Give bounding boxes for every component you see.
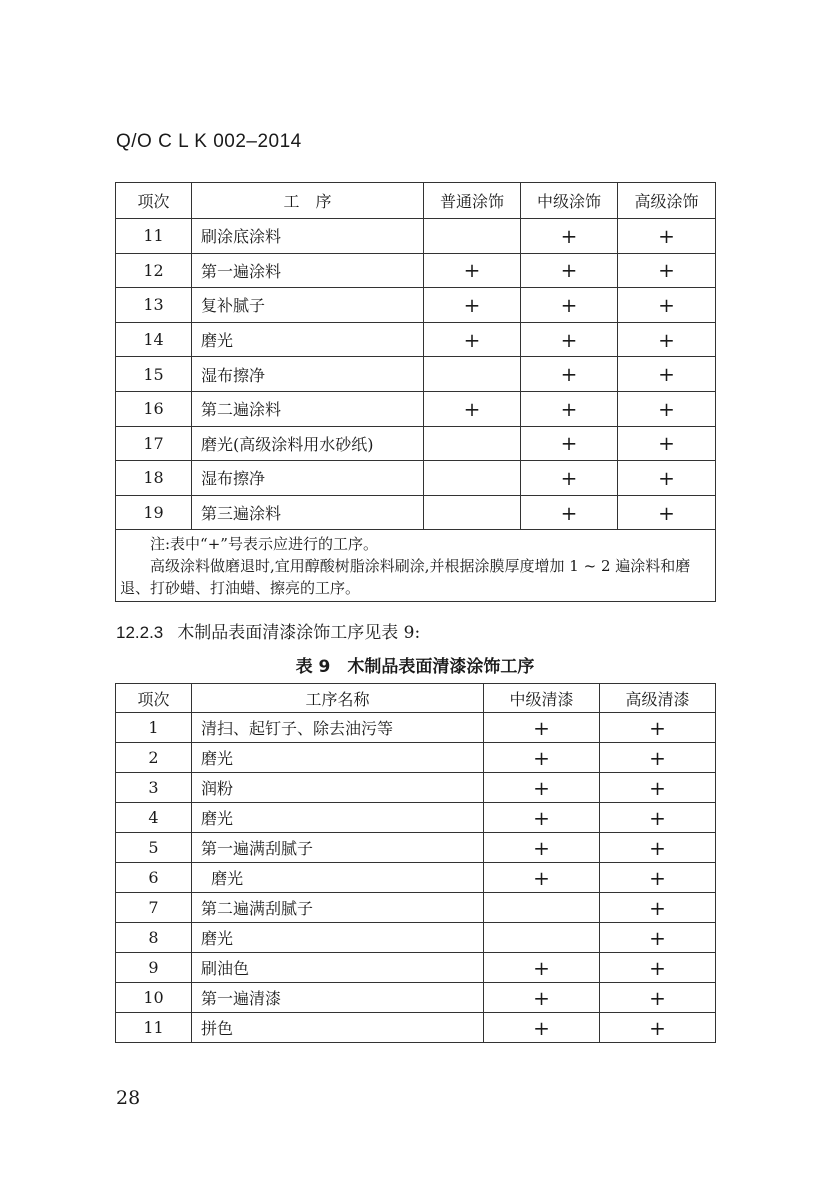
cell-mark: + — [618, 253, 716, 288]
table-row — [116, 253, 716, 288]
table-header-row — [116, 183, 716, 219]
cell-item-no: 11 — [116, 1013, 192, 1043]
header-item-no: 项次 — [116, 183, 192, 219]
cell-mark: + — [618, 495, 716, 530]
cell-mark: + — [618, 391, 716, 426]
table-row — [116, 923, 716, 953]
cell-mark: + — [600, 953, 716, 983]
table-note — [116, 530, 716, 602]
header-intermediate: 中级涂饰 — [521, 183, 618, 219]
table-row — [116, 863, 716, 893]
cell-item-no: 4 — [116, 803, 192, 833]
cell-process: 第一遍清漆 — [192, 983, 484, 1013]
cell-mark — [484, 893, 600, 923]
cell-mark: + — [618, 461, 716, 496]
table-note-row — [116, 530, 716, 602]
cell-mark: + — [424, 391, 521, 426]
cell-mark: + — [521, 461, 618, 496]
cell-process: 复补腻子 — [192, 288, 424, 323]
header-process: 工 序 — [192, 183, 424, 219]
cell-mark: + — [484, 773, 600, 803]
table-row — [116, 288, 716, 323]
cell-process: 第二遍涂料 — [192, 391, 424, 426]
cell-mark: + — [600, 1013, 716, 1043]
cell-mark: + — [424, 322, 521, 357]
cell-mark: + — [484, 743, 600, 773]
cell-item-no: 16 — [116, 391, 192, 426]
table-row — [116, 495, 716, 530]
header-process-name: 工序名称 — [192, 684, 484, 713]
table-caption: 表 9 木制品表面清漆涂饰工序 — [295, 657, 535, 677]
cell-process: 第三遍涂料 — [192, 495, 424, 530]
cell-mark: + — [484, 1013, 600, 1043]
section-number: 12.2.3 — [116, 623, 164, 642]
cell-mark — [424, 357, 521, 392]
cell-mark: + — [484, 713, 600, 743]
cell-mark: + — [521, 322, 618, 357]
table-row — [116, 461, 716, 496]
cell-item-no: 13 — [116, 288, 192, 323]
cell-item-no: 7 — [116, 893, 192, 923]
cell-mark: + — [484, 863, 600, 893]
cell-mark: + — [521, 288, 618, 323]
cell-process: 磨光 — [192, 803, 484, 833]
cell-mark: + — [600, 983, 716, 1013]
coating-process-table — [115, 182, 716, 602]
table-row — [116, 953, 716, 983]
cell-process: 磨光 — [192, 863, 484, 893]
cell-process: 刷涂底涂料 — [192, 219, 424, 254]
cell-item-no: 15 — [116, 357, 192, 392]
cell-mark: + — [600, 893, 716, 923]
cell-process: 清扫、起钉子、除去油污等 — [192, 713, 484, 743]
cell-item-no: 6 — [116, 863, 192, 893]
cell-item-no: 14 — [116, 322, 192, 357]
cell-mark: + — [521, 253, 618, 288]
cell-mark: + — [600, 863, 716, 893]
table-row — [116, 1013, 716, 1043]
cell-mark: + — [618, 219, 716, 254]
cell-item-no: 1 — [116, 713, 192, 743]
cell-process: 湿布擦净 — [192, 357, 424, 392]
cell-mark: + — [618, 426, 716, 461]
table-row — [116, 833, 716, 863]
cell-mark: + — [484, 803, 600, 833]
cell-process: 湿布擦净 — [192, 461, 424, 496]
cell-item-no: 10 — [116, 983, 192, 1013]
cell-item-no: 3 — [116, 773, 192, 803]
cell-mark: + — [484, 983, 600, 1013]
cell-process: 磨光 — [192, 322, 424, 357]
cell-item-no: 9 — [116, 953, 192, 983]
cell-mark: + — [600, 803, 716, 833]
section-text: 木制品表面清漆涂饰工序见表 9: — [177, 623, 421, 643]
cell-item-no: 2 — [116, 743, 192, 773]
cell-item-no: 5 — [116, 833, 192, 863]
cell-process: 磨光 — [192, 743, 484, 773]
cell-process: 第一遍满刮腻子 — [192, 833, 484, 863]
cell-mark: + — [521, 426, 618, 461]
table-row — [116, 803, 716, 833]
cell-process: 第一遍涂料 — [192, 253, 424, 288]
cell-mark: + — [521, 495, 618, 530]
cell-item-no: 17 — [116, 426, 192, 461]
cell-mark: + — [484, 833, 600, 863]
cell-mark: + — [521, 391, 618, 426]
table-row — [116, 713, 716, 743]
table-row — [116, 426, 716, 461]
cell-process: 拼色 — [192, 1013, 484, 1043]
cell-process: 刷油色 — [192, 953, 484, 983]
cell-mark — [424, 219, 521, 254]
cell-mark: + — [618, 288, 716, 323]
cell-mark: + — [618, 357, 716, 392]
header-advanced: 高级涂饰 — [618, 183, 716, 219]
cell-item-no: 18 — [116, 461, 192, 496]
document-code: Q/O C L K 002–2014 — [116, 131, 302, 152]
varnish-process-table — [115, 683, 716, 1043]
cell-mark — [424, 461, 521, 496]
cell-mark: + — [424, 288, 521, 323]
cell-process: 磨光(高级涂料用水砂纸) — [192, 426, 424, 461]
cell-mark: + — [521, 219, 618, 254]
cell-mark: + — [600, 713, 716, 743]
cell-process: 润粉 — [192, 773, 484, 803]
table-row — [116, 322, 716, 357]
note-line-2: 高级涂料做磨退时,宜用醇酸树脂涂料刷涂,并根据涂膜厚度增加 1 ~ 2 遍涂料和磨退、打砂蜡、打油蜡、擦亮的工序。 — [120, 557, 691, 598]
cell-process: 磨光 — [192, 923, 484, 953]
cell-mark — [424, 426, 521, 461]
section-heading — [116, 618, 420, 643]
table-row — [116, 773, 716, 803]
note-line-1: 注:表中“+”号表示应进行的工序。 — [150, 535, 378, 554]
cell-item-no: 12 — [116, 253, 192, 288]
table-row — [116, 743, 716, 773]
cell-mark — [484, 923, 600, 953]
cell-mark: + — [600, 773, 716, 803]
table-row — [116, 391, 716, 426]
header-ordinary: 普通涂饰 — [424, 183, 521, 219]
cell-process: 第二遍满刮腻子 — [192, 893, 484, 923]
cell-mark: + — [521, 357, 618, 392]
page-number: 28 — [116, 1087, 141, 1109]
cell-mark: + — [600, 833, 716, 863]
table-row — [116, 219, 716, 254]
header-item-no: 项次 — [116, 684, 192, 713]
cell-mark: + — [484, 953, 600, 983]
table-row — [116, 357, 716, 392]
cell-mark — [424, 495, 521, 530]
header-intermediate-varnish: 中级清漆 — [484, 684, 600, 713]
cell-mark: + — [600, 743, 716, 773]
cell-mark: + — [618, 322, 716, 357]
table-header-row — [116, 684, 716, 713]
table-row — [116, 893, 716, 923]
cell-item-no: 11 — [116, 219, 192, 254]
table-row — [116, 983, 716, 1013]
header-advanced-varnish: 高级清漆 — [600, 684, 716, 713]
cell-mark: + — [424, 253, 521, 288]
cell-item-no: 8 — [116, 923, 192, 953]
cell-mark: + — [600, 923, 716, 953]
cell-item-no: 19 — [116, 495, 192, 530]
